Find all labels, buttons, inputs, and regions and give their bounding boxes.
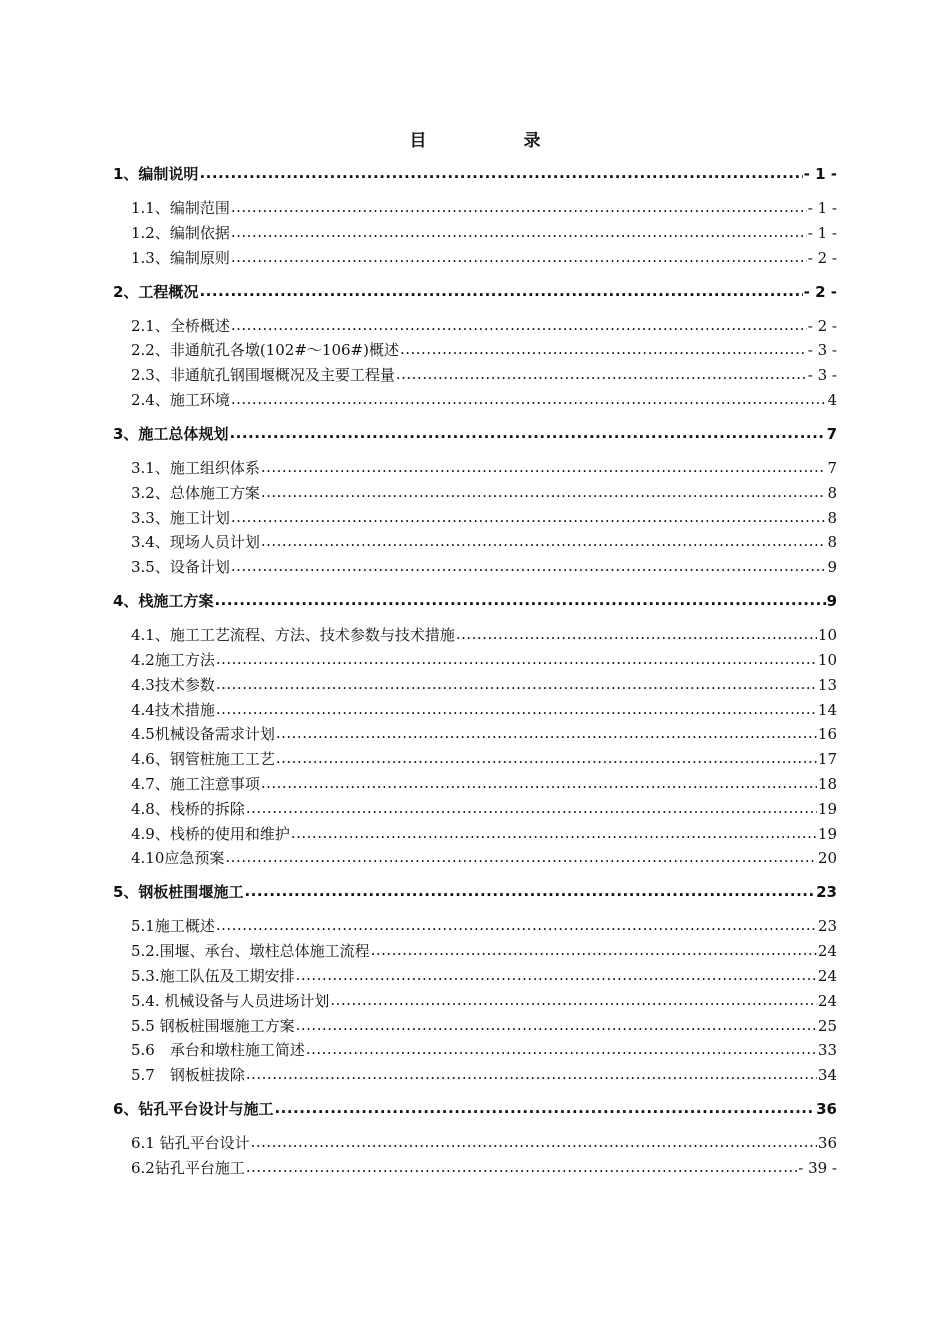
toc-leader-dots [296,1016,817,1031]
toc-leader-dots [231,198,807,213]
toc-leader-dots [216,700,817,715]
toc-page-number: 8 [827,508,837,527]
toc-page-number: 7 [826,425,837,443]
toc-label: 3.4、现场人员计划 [131,533,260,552]
toc-leader-dots [396,365,807,380]
toc-heading[interactable] [113,281,837,302]
toc-leader-dots [251,1133,817,1148]
toc-leader-dots [261,458,827,473]
toc-label: 4.9、栈桥的使用和维护 [131,824,290,843]
toc-item[interactable] [131,1015,837,1036]
toc-item[interactable] [131,624,837,645]
toc-label: 1.2、编制依据 [131,223,230,242]
toc-page-number: 8 [827,533,837,552]
toc-page-number: 34 [817,1066,837,1085]
toc-heading[interactable] [113,881,837,902]
toc-leader-dots [231,316,807,331]
toc-leader-dots [199,282,802,297]
toc-leader-dots [231,557,827,572]
toc-leader-dots [225,848,817,863]
toc-leader-dots [199,164,802,179]
toc-item[interactable] [131,773,837,794]
toc-item[interactable] [131,364,837,385]
toc-label: 4.7、施工注意事项 [131,775,260,793]
toc-page-number: 7 [827,459,837,477]
toc-leader-dots [296,966,817,981]
toc-page-number: - 2 - [807,316,837,335]
toc-item[interactable] [131,197,837,218]
toc-item[interactable] [131,1039,837,1060]
toc-label: 5、钢板桩围堰施工 [113,883,244,902]
toc-item[interactable] [131,723,837,744]
toc-leader-dots [261,483,827,498]
toc-label: 4.10应急预案 [131,849,225,868]
toc-label: 3.3、施工计划 [131,508,230,527]
toc-item[interactable] [131,1064,837,1085]
toc-leader-dots [214,591,825,606]
toc-leader-dots [231,223,807,238]
toc-page-number: 18 [817,775,837,793]
toc-label: 4、栈施工方案 [113,592,214,611]
toc-item[interactable] [131,990,837,1011]
toc-page-number: 25 [817,1016,837,1035]
toc-page-number: 8 [827,483,837,502]
toc-page-number: - 39 - [798,1159,837,1177]
toc-leader-dots [216,650,817,665]
toc-item[interactable] [131,222,837,243]
toc-leader-dots [261,774,817,789]
toc-label: 4.3技术参数 [131,675,215,694]
toc-label: 3、施工总体规划 [113,425,229,443]
toc-heading[interactable] [113,163,837,184]
toc-item[interactable] [131,1157,837,1178]
toc-page-number: 19 [817,824,837,843]
toc-leader-dots [261,532,827,547]
toc-page-number: 9 [827,558,837,577]
toc-label: 3.2、总体施工方案 [131,483,260,502]
toc-page-number: 13 [817,675,837,694]
toc-label: 5.6 承台和墩柱施工简述 [131,1041,305,1060]
toc-item[interactable] [131,965,837,986]
toc-label: 1、编制说明 [113,165,199,183]
toc-item[interactable] [131,482,837,503]
toc-page-number: 24 [817,967,837,985]
toc-item[interactable] [131,940,837,961]
toc-label: 4.6、钢管桩施工工艺 [131,750,275,769]
toc-leader-dots [330,991,817,1006]
toc-leader-dots [371,941,817,956]
toc-label: 5.1施工概述 [131,917,215,936]
toc-heading[interactable] [113,1098,837,1119]
toc-label: 5.3.施工队伍及工期安排 [131,967,295,985]
toc-label: 1.1、编制范围 [131,199,230,217]
toc-page-number: 19 [817,799,837,818]
toc-label: 3.5、设备计划 [131,558,230,577]
toc-page-number: - 1 - [807,199,837,217]
toc-leader-dots [276,724,817,739]
toc-label: 2.4、施工环境 [131,391,230,409]
toc-item[interactable] [131,847,837,868]
toc-page-number: - 3 - [807,366,837,385]
toc-leader-dots [246,1065,817,1080]
toc-label: 2.3、非通航孔钢围堰概况及主要工程量 [131,366,395,385]
toc-page-number: 24 [817,991,837,1010]
toc-item[interactable] [131,389,837,410]
toc-item[interactable] [131,457,837,478]
toc-page-number: 33 [817,1041,837,1060]
toc-item[interactable] [131,1132,837,1153]
toc-page-number: 20 [817,849,837,868]
toc-label: 6.2钻孔平台施工 [131,1159,245,1177]
toc-label: 5.2.围堰、承台、墩柱总体施工流程 [131,942,370,961]
toc-label: 4.8、栈桥的拆除 [131,799,245,818]
toc-leader-dots [246,799,817,814]
toc-page-number: - 1 - [803,165,837,183]
toc-item[interactable] [131,649,837,670]
toc-leader-dots [276,749,817,764]
toc-label: 5.7 钢板桩拔除 [131,1066,245,1085]
toc-page-number: 24 [817,942,837,961]
toc-page-number: 36 [817,1134,837,1153]
toc-heading[interactable] [113,423,837,444]
toc-page-number: - 3 - [807,341,837,360]
toc-label: 1.3、编制原则 [131,248,230,267]
toc-page-number: 4 [827,391,837,409]
toc-leader-dots [231,390,827,405]
toc-item[interactable] [131,531,837,552]
toc-label: 6.1 钻孔平台设计 [131,1134,250,1153]
toc-leader-dots [246,1158,797,1173]
toc-leader-dots [456,625,817,640]
toc-leader-dots [244,882,815,897]
toc-leader-dots [216,916,817,931]
toc-label: 3.1、施工组织体系 [131,459,260,477]
toc-leader-dots [229,424,825,439]
toc-page-number: 10 [817,626,837,645]
toc-label: 5.5 钢板桩围堰施工方案 [131,1016,295,1035]
toc-page-number: - 1 - [807,223,837,242]
toc-label: 2、工程概况 [113,282,199,301]
toc-page-number: 14 [817,700,837,719]
toc-leader-dots [231,508,827,523]
toc-label: 2.2、非通航孔各墩(102#～106#)概述 [131,341,399,360]
toc-title: 目 录 [409,131,581,151]
toc-item[interactable] [131,699,837,720]
toc-item[interactable] [131,556,837,577]
toc-page-number: 16 [817,725,837,744]
toc-leader-dots [216,675,817,690]
toc-page-number: - 2 - [807,248,837,267]
toc-item[interactable] [131,315,837,336]
toc-label: 6、钻孔平台设计与施工 [113,1100,274,1119]
toc-leader-dots [400,340,807,355]
toc-label: 4.5机械设备需求计划 [131,725,275,744]
toc-item[interactable] [131,674,837,695]
toc-page-number: 17 [817,750,837,769]
toc-label: 4.2施工方法 [131,651,215,669]
toc-item[interactable] [131,823,837,844]
toc-leader-dots [231,248,807,263]
toc-label: 2.1、全桥概述 [131,316,230,335]
toc-leader-dots [291,824,817,839]
toc-item[interactable] [131,748,837,769]
toc-item[interactable] [131,915,837,936]
toc-page-number: 10 [817,651,837,669]
toc-heading[interactable] [113,590,837,611]
toc-label: 4.4技术措施 [131,700,215,719]
toc-item[interactable] [131,507,837,528]
toc-item[interactable] [131,247,837,268]
toc-item[interactable] [131,798,837,819]
toc-label: 4.1、施工工艺流程、方法、技术参数与技术措施 [131,626,455,645]
toc-page-number: 23 [817,917,837,936]
toc-label: 5.4. 机械设备与人员进场计划 [131,991,330,1010]
toc-page-number: 23 [816,883,837,902]
toc-item[interactable] [131,339,837,360]
toc-leader-dots [274,1099,815,1114]
toc-page-number: - 2 - [803,282,837,301]
toc-page-number: 9 [826,592,837,611]
toc-page-number: 36 [816,1100,837,1119]
toc-leader-dots [306,1040,817,1055]
